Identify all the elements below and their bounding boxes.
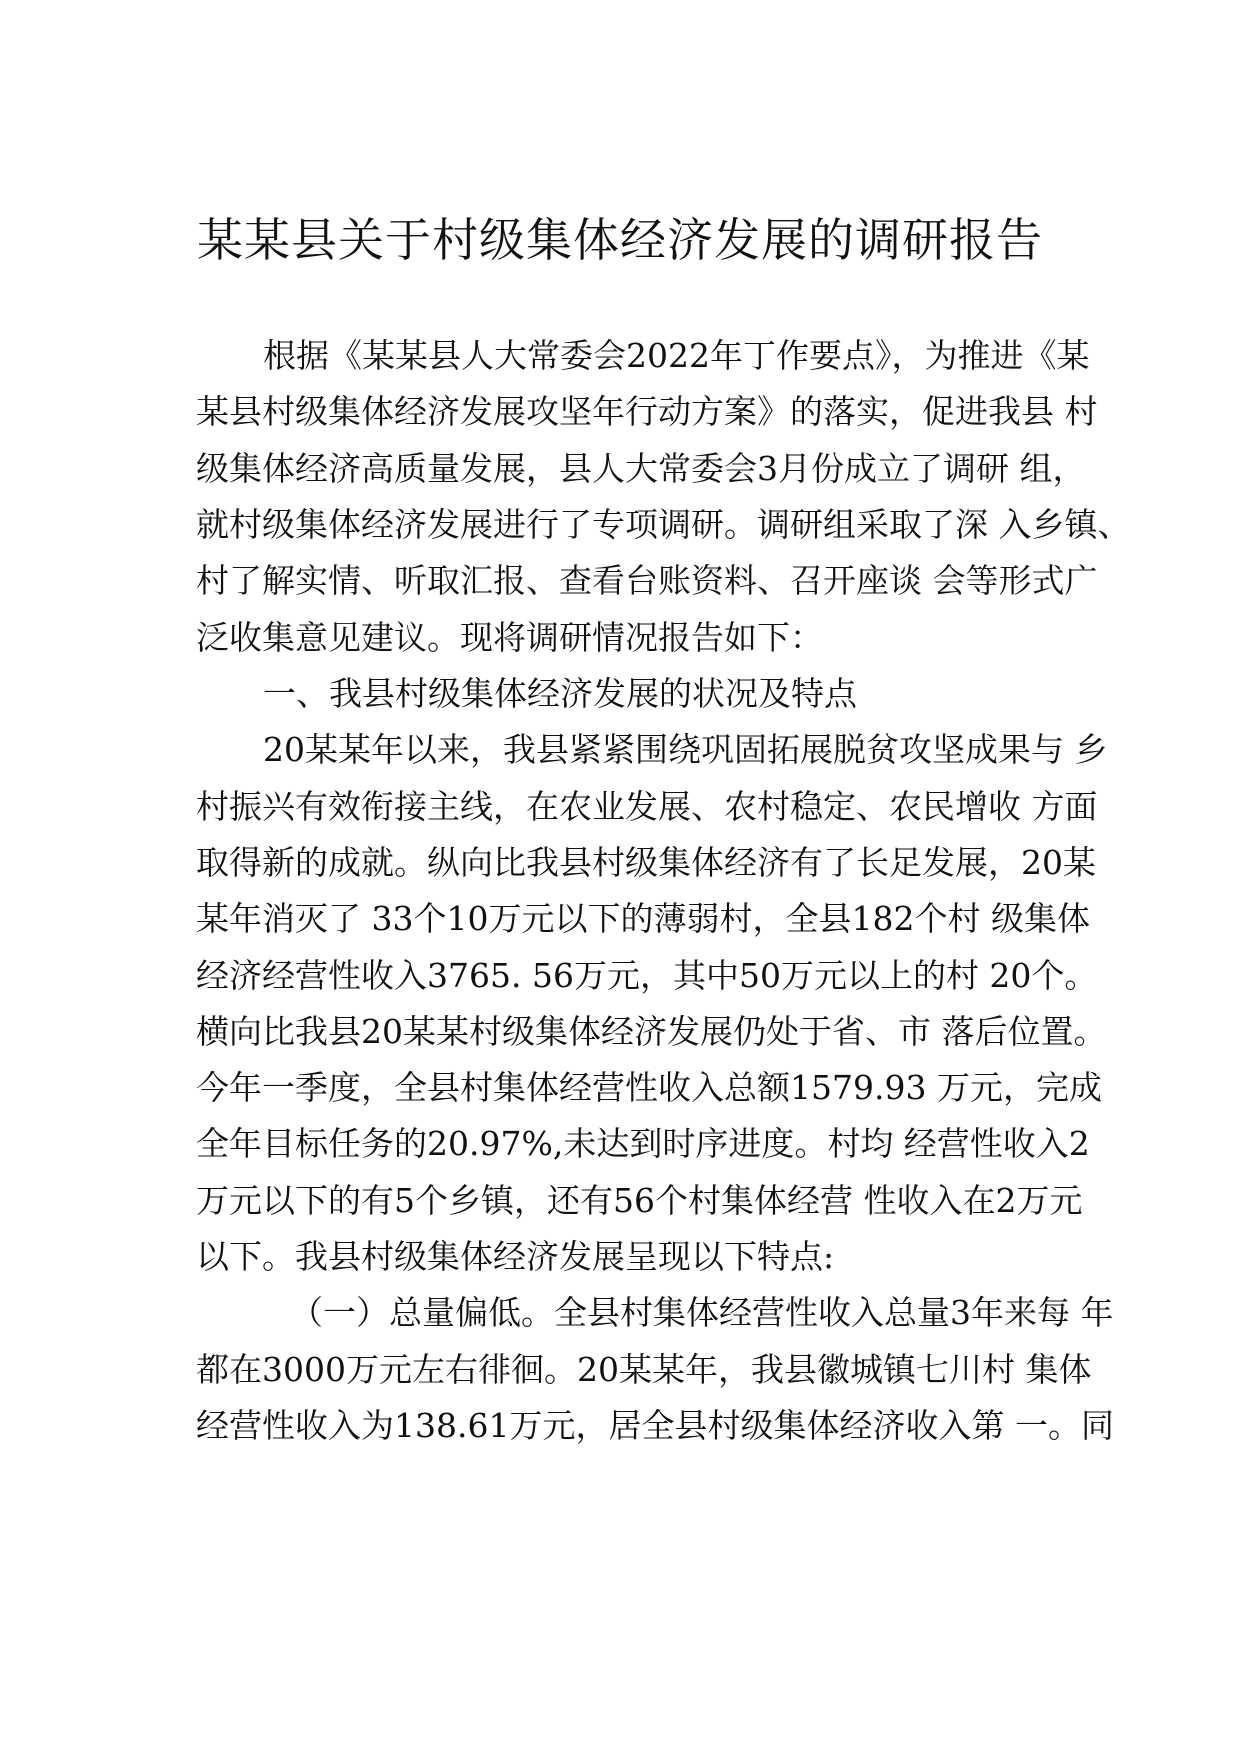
subsection-line: （一）总量偏低。全县村集体经营性收入总量3年来每 年 [290, 1293, 1114, 1332]
paragraph-line: 今年一季度，全县村集体经营性收入总额1579.93 万元，完成 [196, 1068, 1102, 1107]
paragraph-line: 村了解实情、听取汇报、查看台账资料、召开座谈 会等形式广 [196, 561, 1098, 600]
paragraph-line: 经营性收入为138.61万元，居全县村级集体经济收入第 一。同 [196, 1406, 1114, 1445]
paragraph-line: 某年消灭了 33个10万元以下的薄弱村，全县182个村 级集体 [196, 899, 1090, 938]
paragraph-line: 就村级集体经济发展进行了专项调研。调研组采取了深 入乡镇、 [196, 505, 1131, 544]
paragraph-line: 横向比我县20某某村级集体经济发展仍处于省、市 落后位置。 [196, 1012, 1107, 1051]
paragraph-line: 都在3000万元左右徘徊。20某某年，我县徽城镇七川村 集体 [196, 1350, 1092, 1389]
paragraph-line: 村振兴有效衔接主线，在农业发展、农村稳定、农民增收 方面 [196, 787, 1098, 826]
paragraph-line: 全年目标任务的20.97%,未达到时序进度。村均 经营性收入2 [196, 1124, 1090, 1163]
paragraph-line: 级集体经济高质量发展，县人大常委会3月份成立了调研 组， [196, 449, 1086, 488]
paragraph-line: 以下。我县村级集体经济发展呈现以下特点: [196, 1237, 835, 1276]
paragraph-line: 经济经营性收入3765. 56万元，其中50万元以上的村 20个。 [196, 956, 1098, 995]
section-heading: 一、我县村级集体经济发展的状况及特点 [263, 674, 857, 713]
paragraph-line: 取得新的成就。纵向比我县村级集体经济有了长足发展，20某 [196, 843, 1096, 882]
paragraph-line: 万元以下的有5个乡镇，还有56个村集体经营 性收入在2万元 [196, 1181, 1083, 1220]
paragraph-line: 某县村级集体经济发展攻坚年行动方案》的落实，促进我县 村 [196, 392, 1098, 431]
document-title: 某某县关于村级集体经济发展的调研报告 [197, 213, 1043, 267]
paragraph-line: 20某某年以来，我县紧紧围绕巩固拓展脱贫攻坚成果与 乡 [263, 730, 1108, 769]
paragraph-line: 根据《某某县人大常委会2022年丁作要点》，为推进《某 [263, 336, 1090, 375]
paragraph-line: 泛收集意见建议。现将调研情况报告如下： [196, 618, 823, 657]
